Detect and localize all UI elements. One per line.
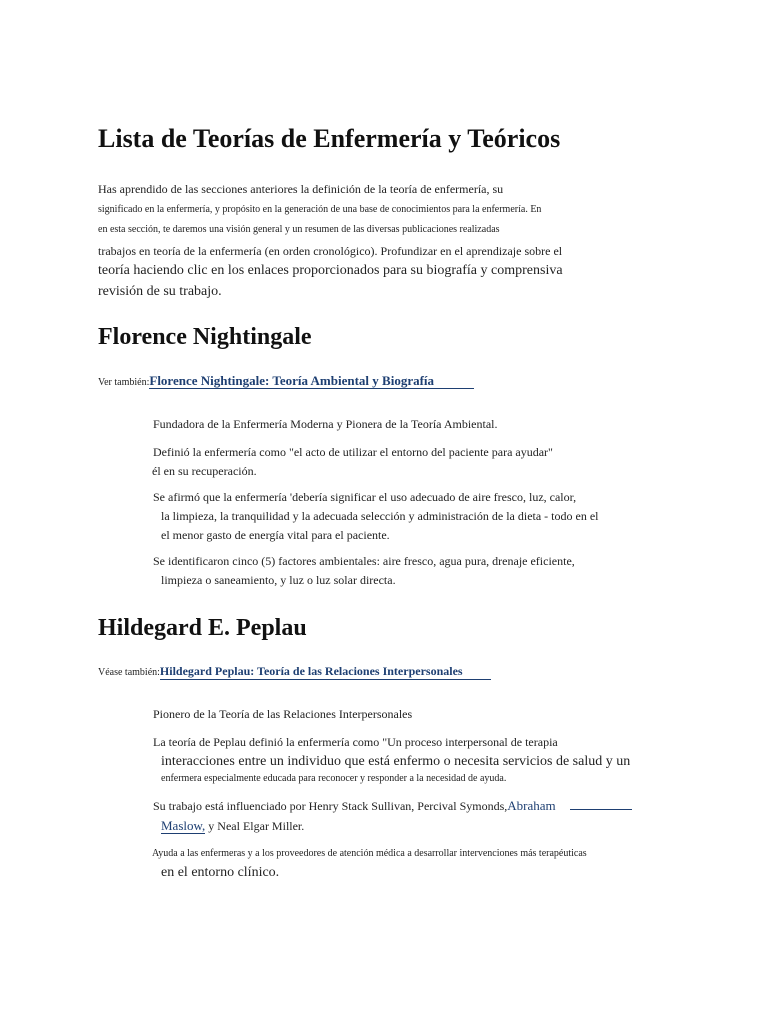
nightingale-link[interactable]: Florence Nightingale: Teoría Ambiental y Biografía (149, 373, 474, 389)
maslow-link[interactable]: Maslow, (161, 818, 206, 833)
bullet-text: La teoría de Peplau definió la enfermería como "Un proceso interpersonal de terapia (153, 735, 558, 749)
intro-line: en esta sección, te daremos una visión general y un resumen de las diversas publicaciones realizadas (98, 224, 500, 235)
bullet-text: limpieza o saneamiento, y luz o luz solar directa. (161, 573, 396, 587)
bullet-text: Se afirmó que la enfermería 'debería significar el uso adecuado de aire fresco, luz, calor, (153, 490, 577, 504)
bullet-text: el menor gasto de energía vital para el paciente. (161, 528, 390, 542)
bullet-text: Su trabajo está influenciado por Henry Stack Sullivan, Percival Symonds, (153, 799, 508, 813)
bullet-text: en el entorno clínico. (161, 865, 280, 880)
link-underline (570, 801, 632, 810)
intro-line: teoría haciendo clic en los enlaces proporcionados para su biografía y comprensiva (98, 263, 563, 278)
see-also-prefix: Véase también: (98, 667, 160, 678)
intro-line: Has aprendido de las secciones anteriores la definición de la teoría de enfermería, su (98, 182, 504, 196)
bullet-text: interacciones entre un individuo que está enfermo o necesita servicios de salud y un (161, 754, 631, 769)
intro-line: revisión de su trabajo. (98, 283, 222, 299)
nightingale-bullet-list (140, 415, 640, 590)
bullet-text: Fundadora de la Enfermería Moderna y Pionera de la Teoría Ambiental. (153, 417, 498, 431)
list-item (140, 705, 640, 724)
list-item (140, 844, 640, 882)
bullet-text: Se identificaron cinco (5) factores ambientales: aire fresco, agua pura, drenaje eficiente, (153, 554, 575, 568)
page-title: Lista de Teorías de Enfermería y Teóricos (98, 124, 561, 153)
bullet-text: él en su recuperación. (152, 464, 257, 478)
list-item (140, 443, 640, 481)
bullet-text: enfermera especialmente educada para reconocer y responder a la necesidad de ayuda. (161, 773, 507, 784)
intro-line: trabajos en teoría de la enfermería (en orden cronológico). Profundizar en el aprendizaje sobre el (98, 243, 563, 258)
list-item (140, 733, 640, 787)
intro-line: significado en la enfermería, y propósito en la generación de una base de conocimientos para la enfermería. En (98, 203, 542, 215)
list-item (140, 796, 640, 836)
see-also-prefix: Ver también: (98, 377, 150, 388)
section-heading-peplau: Hildegard E. Peplau (98, 615, 307, 641)
list-item (140, 415, 640, 434)
bullet-text: la limpieza, la tranquilidad y la adecuada selección y administración de la dieta - todo en el (161, 509, 599, 523)
see-also-peplau (98, 664, 491, 680)
peplau-bullet-list (140, 705, 640, 882)
list-item (140, 488, 640, 545)
peplau-link[interactable]: Hildegard Peplau: Teoría de las Relaciones Interpersonales (160, 664, 491, 680)
see-also-nightingale (98, 373, 474, 389)
bullet-text: y Neal Elgar Miller. (205, 819, 305, 833)
section-heading-nightingale: Florence Nightingale (98, 324, 312, 350)
bullet-text: Pionero de la Teoría de las Relaciones Interpersonales (153, 707, 413, 721)
abraham-maslow-link[interactable]: Abraham (507, 798, 556, 813)
intro-paragraph (98, 179, 618, 302)
bullet-text: Definió la enfermería como "el acto de utilizar el entorno del paciente para ayudar" (153, 445, 553, 459)
list-item (140, 552, 640, 590)
bullet-text: Ayuda a las enfermeras y a los proveedores de atención médica a desarrollar intervenciones más terapéuticas (151, 848, 587, 859)
